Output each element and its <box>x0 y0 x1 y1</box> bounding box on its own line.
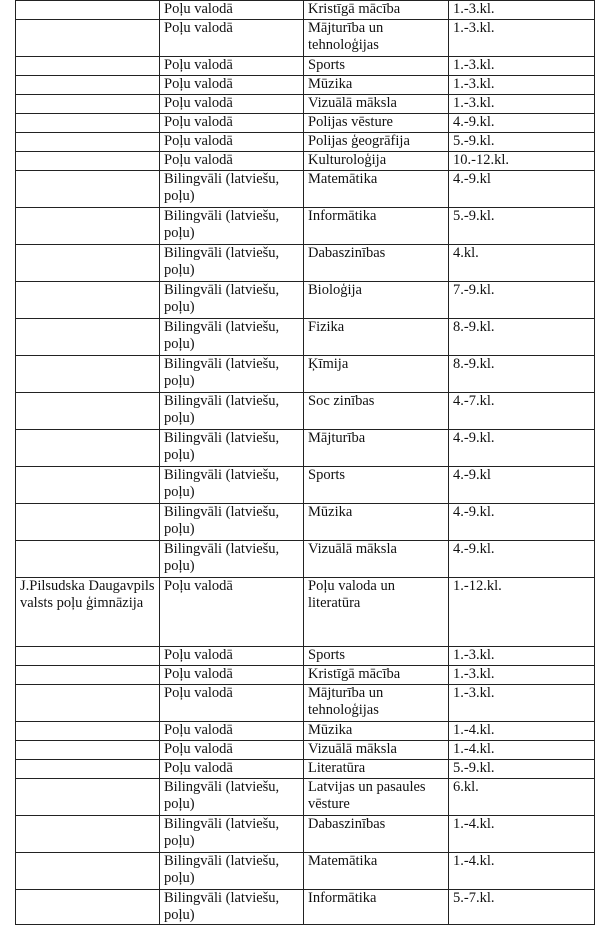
grades-cell: 5.-9.kl. <box>449 208 595 245</box>
table-row <box>16 319 595 356</box>
school-cell <box>16 245 160 282</box>
school-cell <box>16 541 160 578</box>
table-row <box>16 504 595 541</box>
table-row <box>16 853 595 890</box>
subject-cell: Mūzika <box>304 722 449 741</box>
subject-cell: Ķīmija <box>304 356 449 393</box>
subject-cell: Kulturoloģija <box>304 152 449 171</box>
table-row <box>16 467 595 504</box>
subject-cell: Literatūra <box>304 760 449 779</box>
language-cell: Bilingvāli (latviešu, poļu) <box>160 504 304 541</box>
language-cell: Bilingvāli (latviešu, poļu) <box>160 319 304 356</box>
table-row <box>16 20 595 57</box>
grades-cell: 4.-9.kl. <box>449 504 595 541</box>
grades-cell: 4.kl. <box>449 245 595 282</box>
language-cell: Poļu valodā <box>160 722 304 741</box>
language-cell: Bilingvāli (latviešu, poļu) <box>160 541 304 578</box>
language-cell: Bilingvāli (latviešu, poļu) <box>160 245 304 282</box>
school-cell <box>16 741 160 760</box>
subject-cell: Kristīgā mācība <box>304 666 449 685</box>
table-row <box>16 541 595 578</box>
language-cell: Bilingvāli (latviešu, poļu) <box>160 779 304 816</box>
school-cell <box>16 816 160 853</box>
school-cell <box>16 685 160 722</box>
grades-cell: 1.-3.kl. <box>449 1 595 20</box>
subject-cell: Latvijas un pasaules vēsture <box>304 779 449 816</box>
grades-cell: 6.kl. <box>449 779 595 816</box>
grades-cell: 4.-9.kl. <box>449 114 595 133</box>
school-cell <box>16 133 160 152</box>
grades-cell: 4.-9.kl. <box>449 430 595 467</box>
grades-cell: 1.-4.kl. <box>449 816 595 853</box>
school-cell <box>16 760 160 779</box>
school-cell <box>16 95 160 114</box>
language-cell: Poļu valodā <box>160 133 304 152</box>
school-cell <box>16 1 160 20</box>
subject-cell: Informātika <box>304 890 449 925</box>
school-cell <box>16 20 160 57</box>
language-cell: Poļu valodā <box>160 95 304 114</box>
grades-cell: 1.-3.kl. <box>449 95 595 114</box>
school-cell <box>16 114 160 133</box>
grades-cell: 1.-12.kl. <box>449 578 595 647</box>
table-row <box>16 722 595 741</box>
table-body <box>16 1 595 925</box>
school-cell <box>16 319 160 356</box>
school-cell <box>16 666 160 685</box>
grades-cell: 1.-4.kl. <box>449 722 595 741</box>
table-row <box>16 76 595 95</box>
school-cell <box>16 779 160 816</box>
language-cell: Bilingvāli (latviešu, poļu) <box>160 430 304 467</box>
subject-cell: Vizuālā māksla <box>304 95 449 114</box>
school-cell <box>16 152 160 171</box>
subject-cell: Matemātika <box>304 853 449 890</box>
table-row <box>16 1 595 20</box>
subject-cell: Mājturība un tehnoloģijas <box>304 20 449 57</box>
subject-cell: Sports <box>304 647 449 666</box>
language-cell: Poļu valodā <box>160 76 304 95</box>
grades-cell: 8.-9.kl. <box>449 319 595 356</box>
subject-cell: Matemātika <box>304 171 449 208</box>
table-row <box>16 57 595 76</box>
school-cell <box>16 76 160 95</box>
table-row <box>16 114 595 133</box>
subject-cell: Polijas ģeogrāfija <box>304 133 449 152</box>
language-cell: Bilingvāli (latviešu, poļu) <box>160 208 304 245</box>
grades-cell: 7.-9.kl. <box>449 282 595 319</box>
grades-cell: 4.-7.kl. <box>449 393 595 430</box>
school-cell <box>16 57 160 76</box>
subject-cell: Mājturība <box>304 430 449 467</box>
subject-cell: Mājturība un tehnoloģijas <box>304 685 449 722</box>
table-row <box>16 578 595 647</box>
school-subjects-table <box>15 0 595 925</box>
school-cell <box>16 890 160 925</box>
grades-cell: 1.-4.kl. <box>449 741 595 760</box>
subject-cell: Bioloģija <box>304 282 449 319</box>
subject-cell: Fizika <box>304 319 449 356</box>
grades-cell: 1.-3.kl. <box>449 647 595 666</box>
table-row <box>16 430 595 467</box>
school-cell <box>16 504 160 541</box>
school-cell <box>16 647 160 666</box>
language-cell: Poļu valodā <box>160 152 304 171</box>
table-row <box>16 393 595 430</box>
table-row <box>16 152 595 171</box>
subject-cell: Vizuālā māksla <box>304 541 449 578</box>
table-row <box>16 816 595 853</box>
language-cell: Bilingvāli (latviešu, poļu) <box>160 890 304 925</box>
table-row <box>16 171 595 208</box>
grades-cell: 1.-3.kl. <box>449 57 595 76</box>
school-cell <box>16 430 160 467</box>
table-row <box>16 356 595 393</box>
language-cell: Bilingvāli (latviešu, poļu) <box>160 282 304 319</box>
grades-cell: 1.-3.kl. <box>449 666 595 685</box>
table-row <box>16 779 595 816</box>
language-cell: Poļu valodā <box>160 666 304 685</box>
subject-cell: Informātika <box>304 208 449 245</box>
grades-cell: 5.-9.kl. <box>449 760 595 779</box>
subject-cell: Mūzika <box>304 76 449 95</box>
language-cell: Bilingvāli (latviešu, poļu) <box>160 356 304 393</box>
subject-cell: Sports <box>304 57 449 76</box>
table-row <box>16 282 595 319</box>
grades-cell: 8.-9.kl. <box>449 356 595 393</box>
language-cell: Bilingvāli (latviešu, poļu) <box>160 853 304 890</box>
grades-cell: 5.-9.kl. <box>449 133 595 152</box>
school-cell <box>16 171 160 208</box>
subject-cell: Mūzika <box>304 504 449 541</box>
grades-cell: 10.-12.kl. <box>449 152 595 171</box>
school-cell <box>16 356 160 393</box>
language-cell: Poļu valodā <box>160 578 304 647</box>
language-cell: Poļu valodā <box>160 57 304 76</box>
grades-cell: 4.-9.kl <box>449 467 595 504</box>
language-cell: Poļu valodā <box>160 685 304 722</box>
grades-cell: 1.-3.kl. <box>449 76 595 95</box>
table-row <box>16 95 595 114</box>
grades-cell: 1.-3.kl. <box>449 685 595 722</box>
school-cell <box>16 393 160 430</box>
table-row <box>16 685 595 722</box>
grades-cell: 1.-4.kl. <box>449 853 595 890</box>
subject-cell: Sports <box>304 467 449 504</box>
subject-cell: Dabaszinības <box>304 816 449 853</box>
table-row <box>16 760 595 779</box>
subject-cell: Kristīgā mācība <box>304 1 449 20</box>
subject-cell: Dabaszinības <box>304 245 449 282</box>
grades-cell: 1.-3.kl. <box>449 20 595 57</box>
table-row <box>16 666 595 685</box>
table-row <box>16 208 595 245</box>
language-cell: Poļu valodā <box>160 1 304 20</box>
school-cell <box>16 282 160 319</box>
grades-cell: 5.-7.kl. <box>449 890 595 925</box>
language-cell: Bilingvāli (latviešu, poļu) <box>160 393 304 430</box>
subject-cell: Soc zinības <box>304 393 449 430</box>
school-cell <box>16 853 160 890</box>
language-cell: Poļu valodā <box>160 741 304 760</box>
subject-cell: Poļu valoda un literatūra <box>304 578 449 647</box>
school-cell <box>16 467 160 504</box>
language-cell: Poļu valodā <box>160 20 304 57</box>
table-row <box>16 890 595 925</box>
table-row <box>16 133 595 152</box>
grades-cell: 4.-9.kl. <box>449 541 595 578</box>
language-cell: Bilingvāli (latviešu, poļu) <box>160 816 304 853</box>
table-row <box>16 647 595 666</box>
school-cell <box>16 722 160 741</box>
language-cell: Poļu valodā <box>160 760 304 779</box>
language-cell: Poļu valodā <box>160 647 304 666</box>
language-cell: Bilingvāli (latviešu, poļu) <box>160 467 304 504</box>
school-cell: J.Pilsudska Daugavpils valsts poļu ģimnāzija <box>16 578 160 647</box>
grades-cell: 4.-9.kl <box>449 171 595 208</box>
school-cell <box>16 208 160 245</box>
language-cell: Poļu valodā <box>160 114 304 133</box>
language-cell: Bilingvāli (latviešu, poļu) <box>160 171 304 208</box>
table-row <box>16 245 595 282</box>
table-row <box>16 741 595 760</box>
subject-cell: Vizuālā māksla <box>304 741 449 760</box>
subject-cell: Polijas vēsture <box>304 114 449 133</box>
